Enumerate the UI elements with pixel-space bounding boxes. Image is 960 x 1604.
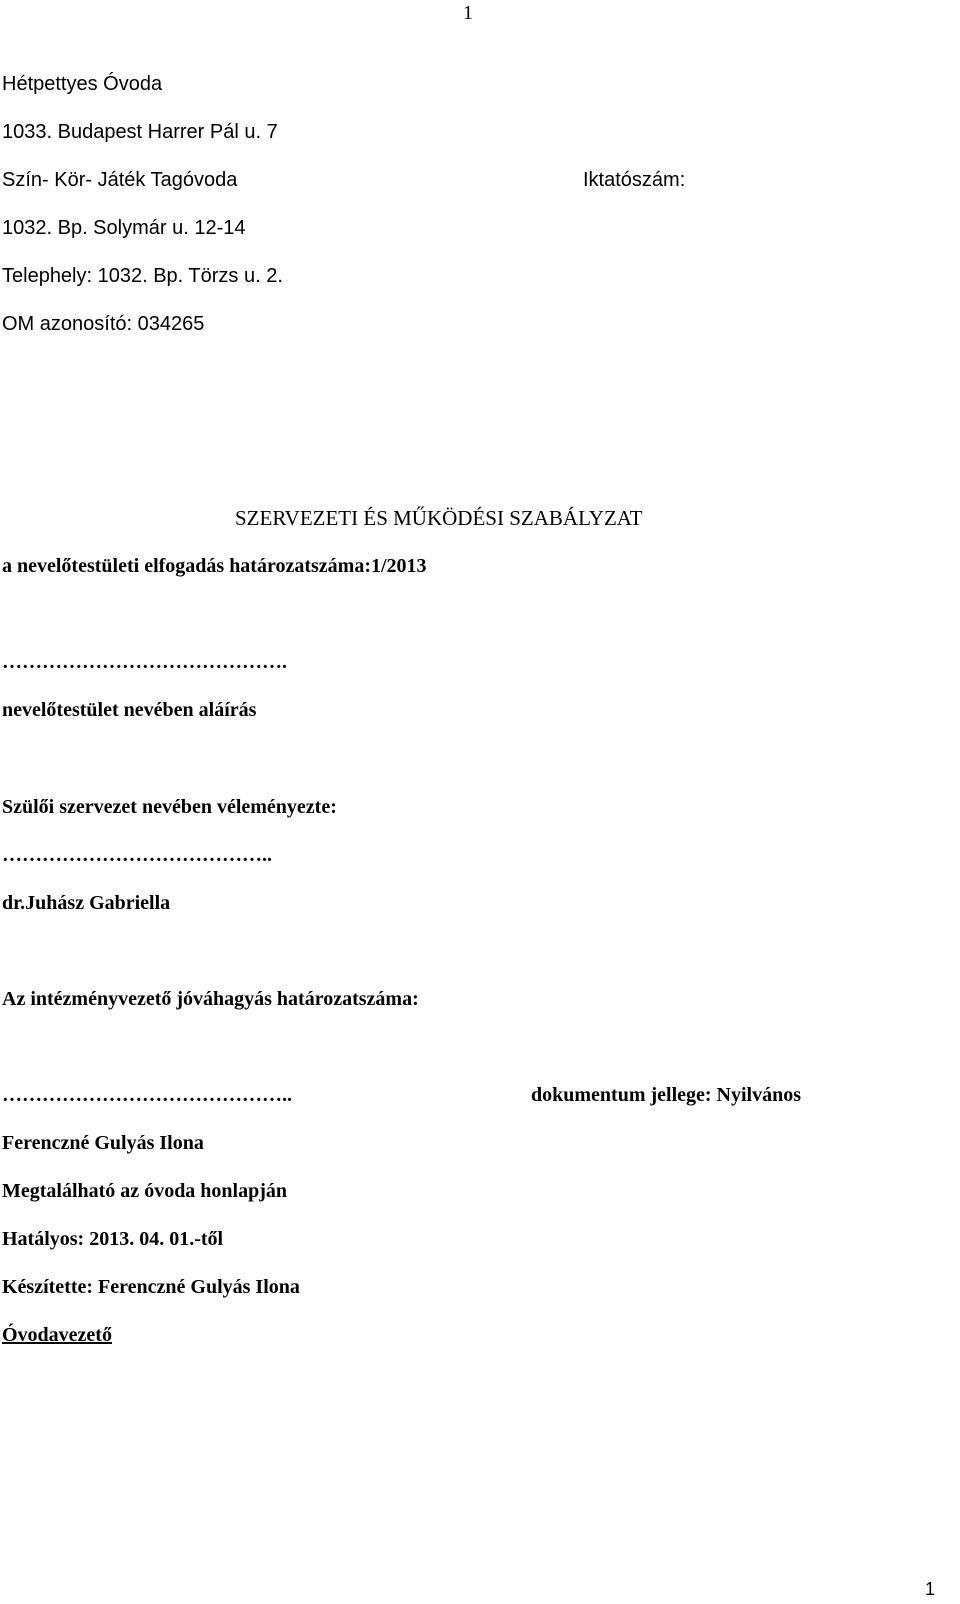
- approval-number-label: Az intézményvezető jóváhagyás határozatszáma:: [2, 988, 419, 1010]
- page-number-bottom: 1: [925, 1579, 936, 1599]
- document-title: SZERVEZETI ÉS MŰKÖDÉSI SZABÁLYZAT: [235, 506, 643, 530]
- header-registration-number-label: Iktatószám:: [583, 169, 686, 191]
- availability-note: Megtalálható az óvoda honlapján: [2, 1180, 288, 1202]
- header-member-institution: Szín- Kör- Játék Tagóvoda: [2, 169, 238, 191]
- signature-line-parents: …………………………………..: [2, 844, 272, 866]
- prepared-by: Készítette: Ferenczné Gulyás Ilona: [2, 1276, 300, 1298]
- author-role: Óvodavezető: [2, 1324, 112, 1346]
- signature-line-director: ……………………………………..: [2, 1084, 292, 1106]
- header-site-address: Telephely: 1032. Bp. Törzs u. 2.: [2, 265, 283, 287]
- staff-signature-label: nevelőtestület nevében aláírás: [2, 699, 257, 721]
- document-type: dokumentum jellege: Nyilvános: [531, 1084, 801, 1106]
- effective-date: Hatályos: 2013. 04. 01.-től: [2, 1228, 224, 1250]
- page-number-top: 1: [463, 2, 473, 24]
- header-om-id: OM azonosító: 034265: [2, 313, 205, 335]
- director-name: Ferenczné Gulyás Ilona: [2, 1132, 204, 1154]
- header-institution-address: 1033. Budapest Harrer Pál u. 7: [2, 121, 278, 143]
- header-institution-name: Hétpettyes Óvoda: [2, 73, 163, 95]
- parents-opinion-label: Szülői szervezet nevében véleményezte:: [2, 796, 337, 818]
- parents-representative-name: dr.Juhász Gabriella: [2, 892, 171, 914]
- header-member-address: 1032. Bp. Solymár u. 12-14: [2, 217, 246, 239]
- resolution-number: a nevelőtestületi elfogadás határozatszáma:1/2013: [2, 555, 427, 577]
- signature-line-staff: …………………………………….: [2, 651, 287, 673]
